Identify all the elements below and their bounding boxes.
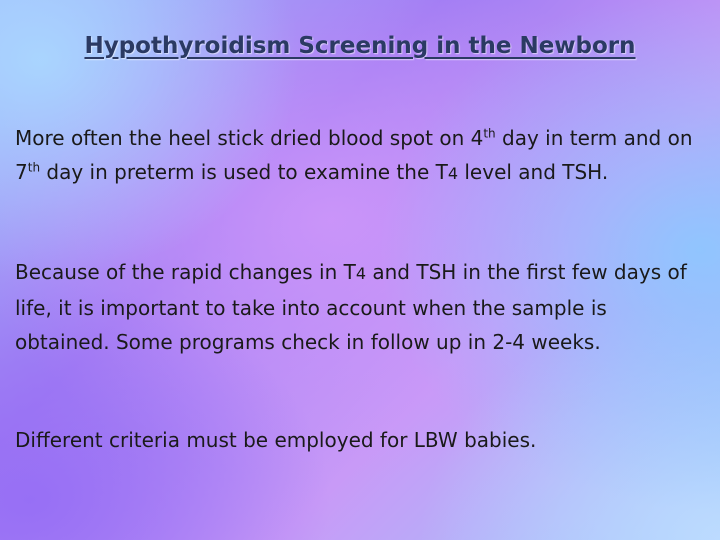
para2-text-a: Because of the rapid changes in T	[15, 260, 356, 284]
slide-title: Hypothyroidism Screening in the Newborn	[84, 33, 636, 59]
para1-superscript-2: th	[27, 160, 41, 175]
paragraph-heel-stick	[15, 121, 705, 191]
para1-text-c: day in preterm is used to examine the T	[40, 160, 448, 184]
para2-text-b: and TSH in the first few days of life, it is important to take into account when the sample is obtained. Some programs check in follow up in 2-4 weeks.	[15, 260, 687, 354]
paragraph-lbw-criteria: Different criteria must be employed for LBW babies.	[15, 428, 537, 452]
para1-t4-subscript: 4	[447, 164, 459, 183]
para2-t4-subscript: 4	[355, 264, 367, 283]
para1-text-a: More often the heel stick dried blood spot on 4	[15, 126, 484, 150]
para1-superscript-1: th	[483, 126, 496, 141]
para1-text-d: level and TSH.	[458, 160, 609, 184]
para1-text-b: day in term and on 7	[15, 126, 693, 184]
paragraph-rapid-changes	[15, 255, 705, 359]
